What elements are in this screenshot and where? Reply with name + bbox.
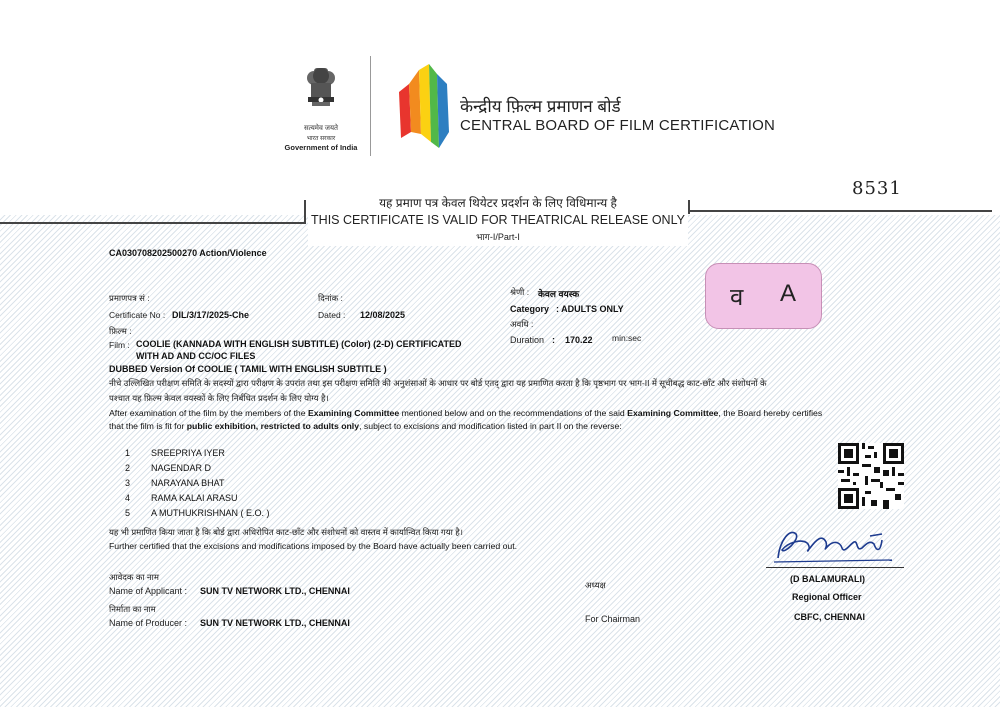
certification-hindi-line2: पश्चात यह फ़िल्म केवल वयस्कों के लिए निर्बंधित प्रदर्शन के लिए योग्य है। bbox=[109, 393, 329, 403]
member-number: 3 bbox=[125, 478, 131, 488]
signatory-name: (D BALAMURALI) bbox=[790, 574, 865, 584]
para-en-1c: mentioned below and on the recommendations of the said bbox=[399, 408, 628, 418]
para-en-2b: public exhibition, restricted to adults only bbox=[186, 421, 360, 431]
board-name-hindi: केन्द्रीय फ़िल्म प्रमाणन बोर्ड bbox=[460, 97, 621, 116]
chairman-label: For Chairman bbox=[585, 614, 641, 624]
duration-label-hindi: अवधि : bbox=[510, 319, 534, 329]
top-border-left bbox=[0, 222, 304, 224]
duration-label: Duration bbox=[510, 335, 545, 345]
category-value-hindi: केवल वयस्क bbox=[538, 289, 580, 299]
signatory-office: CBFC, CHENNAI bbox=[794, 612, 865, 622]
applicant-name: SUN TV NETWORK LTD., CHENNAI bbox=[200, 586, 350, 596]
rating-badge bbox=[705, 263, 822, 329]
member-name: RAMA KALAI ARASU bbox=[151, 493, 238, 503]
qr-code bbox=[838, 443, 904, 509]
category-label: Category bbox=[510, 304, 550, 314]
qr-code-icon bbox=[838, 443, 904, 509]
further-certified-english: Further certified that the excisions and modifications imposed by the Board have actually been carried out. bbox=[109, 541, 518, 551]
signatory-title: Regional Officer bbox=[792, 592, 862, 602]
list-item bbox=[125, 503, 270, 518]
para-en-1b: Examining Committee bbox=[307, 408, 400, 418]
list-item bbox=[125, 458, 270, 473]
member-number: 5 bbox=[125, 508, 131, 518]
cbfc-logo-icon bbox=[395, 62, 453, 154]
rating-english: A bbox=[780, 280, 797, 307]
certificate-code: CA030708202500270 Action/Violence bbox=[109, 248, 267, 258]
cbfc-logo bbox=[395, 62, 453, 154]
header-divider bbox=[370, 56, 371, 156]
para-en-1a: After examination of the film by the members of the bbox=[109, 408, 308, 418]
member-number: 4 bbox=[125, 493, 131, 503]
member-name: SREEPRIYA IYER bbox=[151, 448, 225, 458]
category-value: : ADULTS ONLY bbox=[556, 304, 624, 314]
duration-value: 170.22 bbox=[565, 335, 593, 345]
duration-unit: min:sec bbox=[612, 333, 642, 343]
producer-label-hindi: निर्माता का नाम bbox=[109, 604, 156, 614]
serial-number: 8531 bbox=[852, 178, 902, 199]
chairman-label-hindi: अध्यक्ष bbox=[585, 580, 606, 590]
certificate-number: DIL/3/17/2025-Che bbox=[172, 310, 250, 320]
certification-english-line2 bbox=[109, 421, 622, 431]
applicant-label: Name of Applicant : bbox=[109, 586, 188, 596]
part-label: भाग-I/Part-I bbox=[476, 232, 520, 242]
category-label-hindi: श्रेणी : bbox=[510, 287, 530, 297]
member-name: A MUTHUKRISHNAN ( E.O. ) bbox=[151, 508, 270, 518]
member-name: NARAYANA BHAT bbox=[151, 478, 225, 488]
top-border-right bbox=[690, 210, 992, 212]
para-en-1e: , the Board hereby certifies bbox=[718, 408, 823, 418]
signature-icon bbox=[770, 520, 900, 566]
list-item bbox=[125, 488, 270, 503]
duration-colon: : bbox=[552, 335, 555, 345]
board-name-english: CENTRAL BOARD OF FILM CERTIFICATION bbox=[460, 117, 776, 134]
list-item bbox=[125, 473, 270, 488]
producer-label: Name of Producer : bbox=[109, 618, 188, 628]
producer-name: SUN TV NETWORK LTD., CHENNAI bbox=[200, 618, 350, 628]
date-label-hindi: दिनांक : bbox=[318, 293, 343, 303]
further-certified-hindi: यह भी प्रमाणित किया जाता है कि बोर्ड द्वारा अधिरोपित काट-छाँट और संशोधनों को वास्तव में कार्यान्वित किया गया है। bbox=[109, 527, 463, 537]
para-en-2c: , subject to excisions and modification listed in part II on the reverse: bbox=[359, 421, 622, 431]
emblem-country-hindi: भारत सरकार bbox=[306, 136, 336, 142]
para-en-1d: Examining Committee bbox=[627, 408, 719, 418]
validity-text-english: THIS CERTIFICATE IS VALID FOR THEATRICAL RELEASE ONLY bbox=[311, 213, 685, 227]
rating-hindi: व bbox=[730, 284, 744, 311]
member-name: NAGENDAR D bbox=[151, 463, 212, 473]
film-title-continued: WITH AD AND CC/OC FILES bbox=[136, 351, 256, 361]
certificate-number-label: Certificate No : bbox=[109, 310, 166, 320]
dubbed-version: DUBBED Version Of COOLIE ( TAMIL WITH ENGLISH SUBTITLE ) bbox=[109, 364, 387, 374]
certificate-date: 12/08/2025 bbox=[360, 310, 406, 320]
certificate-number-label-hindi: प्रमाणपत्र सं : bbox=[109, 293, 150, 303]
emblem-country-english: Government of India bbox=[284, 143, 358, 152]
member-number: 2 bbox=[125, 463, 131, 473]
certification-hindi-line1: नीचे उल्लिखित परीक्षण समिति के सदस्यों द्वारा परीक्षण के उपरांत तथा इस परीक्षण समिति की अनुशंसाओं के आधार पर बोर्ड एतद् द्वारा यह प्रमाणित करता है कि पृष्ठभाग पर भाग-II में सूचीबद्ध काट-छाँट और संशोधनों के bbox=[109, 378, 767, 388]
film-title: COOLIE (KANNADA WITH ENGLISH SUBTITLE) (Color) (2-D) CERTIFICATED bbox=[136, 339, 462, 349]
national-emblem bbox=[296, 66, 346, 126]
film-label: Film : bbox=[109, 340, 130, 350]
film-label-hindi: फ़िल्म : bbox=[109, 326, 132, 336]
validity-banner bbox=[308, 190, 688, 246]
list-item bbox=[125, 443, 270, 458]
lion-capital-icon bbox=[296, 66, 346, 126]
date-label: Dated : bbox=[318, 310, 346, 320]
emblem-motto: सत्यमेव जयते bbox=[303, 125, 339, 132]
applicant-label-hindi: आवेदक का नाम bbox=[109, 572, 159, 582]
banner-bracket-right bbox=[688, 200, 690, 214]
member-number: 1 bbox=[125, 448, 131, 458]
signature bbox=[770, 520, 900, 566]
para-en-2a: that the film is fit for bbox=[109, 421, 187, 431]
signature-underline bbox=[766, 567, 904, 568]
banner-bracket-left bbox=[304, 200, 306, 224]
validity-text-hindi: यह प्रमाण पत्र केवल थियेटर प्रदर्शन के लिए विधिमान्य है bbox=[379, 196, 617, 210]
committee-list bbox=[125, 443, 270, 518]
certification-english-line1 bbox=[109, 408, 822, 418]
